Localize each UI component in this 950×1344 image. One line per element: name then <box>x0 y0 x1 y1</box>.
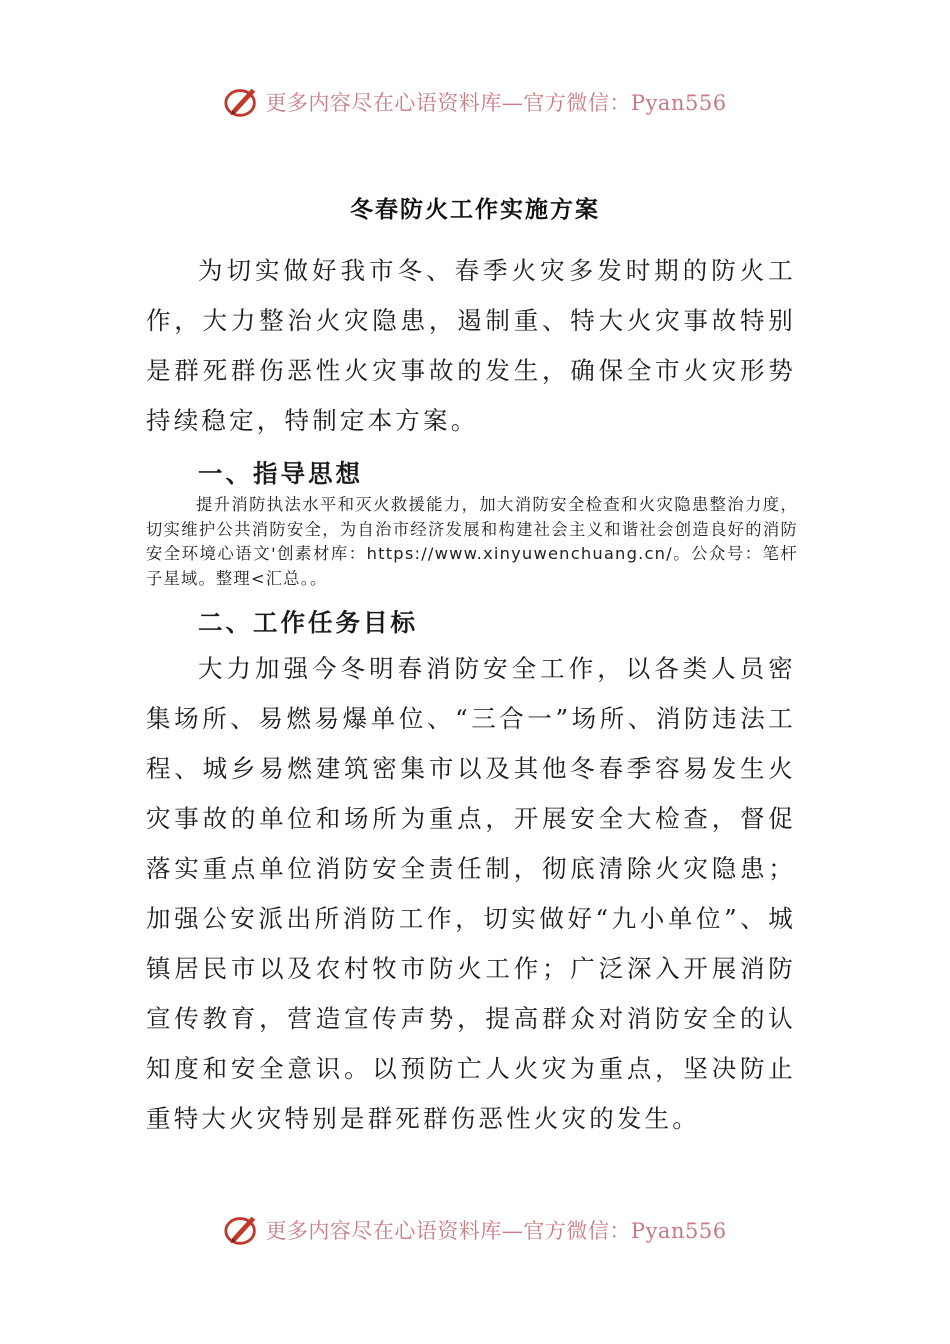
section-heading-task-goals: 二、工作任务目标 <box>198 608 418 637</box>
intro-paragraph: 为切实做好我市冬、春季火灾多发时期的防火工作，大力整治火灾隐患，遏制重、特大火灾事故特别是群死群伤恶性火灾事故的发生，确保全市火灾形势持续稳定，特制定本方案。 <box>146 256 796 435</box>
pen-logo-icon <box>223 83 261 121</box>
footer-banner <box>0 1208 950 1252</box>
document-title: 冬春防火工作实施方案 <box>350 197 600 224</box>
pen-logo-icon <box>223 1211 261 1249</box>
section-heading-guiding-thought: 一、指导思想 <box>198 459 363 488</box>
section-body-guiding-thought: 提升消防执法水平和灭火救援能力，加大消防安全检查和火灾隐患整治力度，切实维护公共消防安全，为自治市经济发展和构建社会主义和谐社会创造良好的消防安全环境心语文'创素材库：https://www.xinyuwenchuang.cn/。公众号：笔杆子星域。整理<汇总。。 <box>146 495 798 588</box>
section-body-task-goals: 大力加强今冬明春消防安全工作，以各类人员密集场所、易燃易爆单位、“三合一”场所、消防违法工程、城乡易燃建筑密集市以及其他冬春季容易发生火灾事故的单位和场所为重点，开展安全大检查，督促落实重点单位消防安全责任制，彻底清除火灾隐患；加强公安派出所消防工作，切实做好“九小单位”、城镇居民市以及农村牧市防火工作；广泛深入开展消防宣传教育，营造宣传声势，提高群众对消防安全的认知度和安全意识。以预防亡人火灾为重点，坚决防止重特大火灾特别是群死群伤恶性火灾的发生。 <box>146 654 796 1133</box>
banner-text: 更多内容尽在心语资料库—官方微信：Pyan556 <box>265 91 727 115</box>
banner-text: 更多内容尽在心语资料库—官方微信：Pyan556 <box>265 1219 727 1243</box>
header-banner <box>0 80 950 124</box>
